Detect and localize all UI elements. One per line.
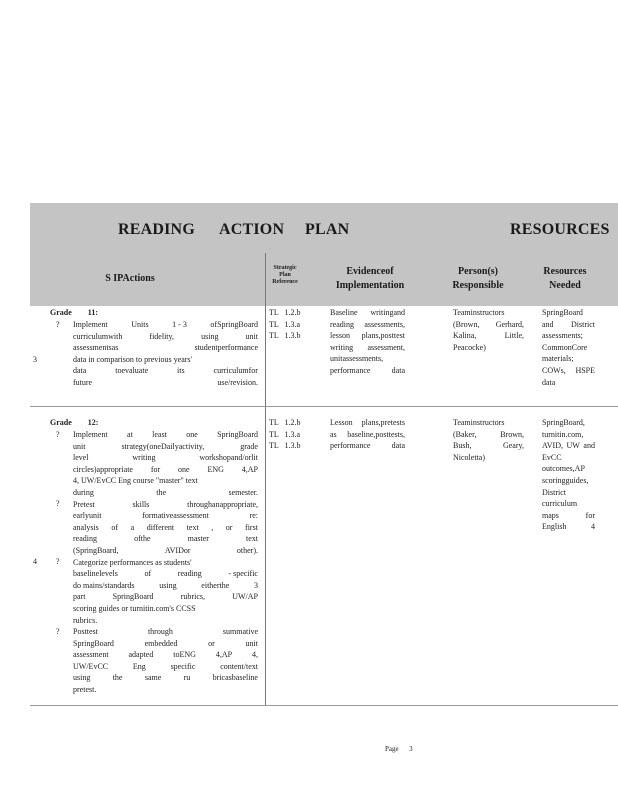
plan-reference: TL 1.3.a bbox=[269, 319, 301, 329]
text-line: assessments; bbox=[542, 331, 583, 341]
plan-reference: TL 1.3.b bbox=[269, 331, 301, 341]
text-line: COWs, HSPE bbox=[542, 365, 595, 375]
text-line: data toevaluate its curriculumfor bbox=[73, 366, 258, 376]
text-line: Kalina, Little, bbox=[453, 331, 524, 341]
text-line: Lesson plans,pretests bbox=[330, 418, 405, 427]
row-12-plan-refs bbox=[269, 417, 300, 452]
plan-reference: TL 1.2.b bbox=[269, 308, 301, 317]
title-resources: RESOURCES bbox=[510, 221, 610, 238]
col-header-sip-actions: S IPActions bbox=[105, 273, 155, 284]
text-line: (SpringBoard, AVIDor other). bbox=[73, 545, 258, 555]
grade-12-label: Grade 12: bbox=[50, 418, 99, 427]
text-line: Implement Units 1 - 3 ofSpringBoard bbox=[73, 320, 258, 329]
text-line: CommonCore bbox=[542, 342, 588, 352]
text-line: Teaminstructors bbox=[453, 308, 505, 317]
text-line: rubrics. bbox=[73, 615, 98, 625]
text-line: performance data bbox=[330, 441, 405, 451]
text-line: and District bbox=[542, 319, 595, 329]
text-line: maps for bbox=[542, 510, 595, 520]
col-header-strategic: Strategic Plan Reference bbox=[272, 265, 298, 285]
text-line: assessment adapted toENG 4,AP 4, bbox=[73, 650, 258, 660]
text-line: writing assessment, bbox=[330, 342, 405, 352]
text-line: scoringguides, bbox=[542, 475, 589, 485]
text-line: District bbox=[542, 487, 566, 497]
text-line: as baseline,posttests, bbox=[330, 429, 405, 439]
text-line: scoring guides or turnitin.com's CCSS bbox=[73, 603, 196, 613]
text-line: turnitin.com, bbox=[542, 429, 584, 439]
text-line: assessmentsas studentperformance bbox=[73, 343, 258, 353]
text-line: lesson plans,posttest bbox=[330, 331, 405, 341]
title-reading: READING bbox=[118, 221, 195, 238]
text-line: performance data bbox=[330, 365, 405, 375]
col-header-resources: Resources Needed bbox=[543, 266, 587, 291]
text-line: AVID, UW and bbox=[542, 441, 595, 451]
bullet-marker: ? bbox=[56, 430, 60, 439]
row-11-evidence bbox=[330, 307, 405, 377]
text-line: during the semester. bbox=[73, 487, 258, 497]
row-12-resources bbox=[542, 417, 595, 533]
row-11-plan-refs bbox=[269, 307, 300, 342]
text-line: reading assessments, bbox=[330, 319, 405, 329]
bullet-marker: ? bbox=[56, 320, 60, 329]
title-plan: PLAN bbox=[305, 221, 350, 238]
text-line: Teaminstructors bbox=[453, 418, 505, 427]
text-line: Categorize performances as students' bbox=[73, 557, 192, 567]
text-line: unitassessments, bbox=[330, 354, 384, 364]
column-divider bbox=[265, 253, 266, 706]
text-line: materials; bbox=[542, 354, 574, 364]
text-line: Bush, Geary, bbox=[453, 441, 524, 451]
row-12-actions bbox=[73, 429, 258, 696]
row-divider bbox=[30, 406, 618, 407]
text-line: 4, UW/EvCC Eng course "master" text bbox=[73, 476, 198, 486]
row-11-resources bbox=[542, 307, 595, 388]
text-line: pretest. bbox=[73, 685, 97, 695]
text-line: EvCC bbox=[542, 452, 562, 462]
text-line: Pretest skills throughanappropriate, bbox=[73, 499, 258, 509]
text-line: SpringBoard, bbox=[542, 418, 585, 427]
text-line: Implement at least one SpringBoard bbox=[73, 430, 258, 439]
text-line: data bbox=[542, 377, 556, 387]
row-12-evidence bbox=[330, 417, 405, 452]
row-number: 3 bbox=[33, 355, 37, 364]
bullet-marker: ? bbox=[56, 627, 60, 636]
grade-11-label: Grade 11: bbox=[50, 308, 99, 317]
plan-reference: TL 1.2.b bbox=[269, 418, 301, 427]
text-line: curriculum bbox=[542, 499, 578, 509]
text-line: analysis of a different text , or first bbox=[73, 522, 258, 532]
col-header-persons: Person(s) Responsible bbox=[452, 266, 504, 291]
text-line: reading ofthe master text bbox=[73, 534, 258, 544]
bullet-marker: ? bbox=[56, 499, 60, 508]
plan-reference: TL 1.3.a bbox=[269, 429, 301, 439]
text-line: (Brown, Gerhard, bbox=[453, 319, 524, 329]
bullet-marker: ? bbox=[56, 557, 60, 566]
text-line: Baseline writingand bbox=[330, 308, 405, 317]
text-line: outcomes,AP bbox=[542, 464, 585, 474]
page-footer: Page 3 bbox=[385, 745, 413, 753]
row-11-actions bbox=[73, 319, 258, 389]
row-12-persons bbox=[453, 417, 524, 463]
text-line: curriculumwith fidelity, using unit bbox=[73, 331, 258, 341]
plan-reference: TL 1.3.b bbox=[269, 441, 301, 451]
text-line: future use/revision. bbox=[73, 377, 258, 387]
col-header-evidence: Evidenceof Implementation bbox=[335, 266, 405, 291]
text-line: (Baker, Brown, bbox=[453, 429, 524, 439]
text-line: level writing workshopand/orlit bbox=[73, 453, 258, 463]
text-line: English 4 bbox=[542, 522, 595, 532]
text-line: UW/EvCC Eng specific content/text bbox=[73, 661, 258, 671]
row-number: 4 bbox=[33, 557, 37, 566]
text-line: do mains/standards using eitherthe 3 bbox=[73, 580, 258, 590]
text-line: SpringBoard bbox=[542, 308, 583, 317]
table-bottom-border bbox=[30, 705, 618, 706]
text-line: Posttest through summative bbox=[73, 627, 258, 637]
title-action: ACTION bbox=[219, 221, 285, 238]
text-line: SpringBoard embedded or unit bbox=[73, 638, 258, 648]
text-line: circles)appropriate for one ENG 4,AP bbox=[73, 464, 258, 474]
text-line: Nicoletta) bbox=[453, 452, 485, 462]
text-line: data in comparison to previous years' bbox=[73, 354, 192, 364]
text-line: baselinelevels of reading - specific bbox=[73, 569, 258, 579]
text-line: part SpringBoard rubrics, UW/AP bbox=[73, 592, 258, 602]
row-11-persons bbox=[453, 307, 524, 353]
text-line: earlyunit formativeassessment re: bbox=[73, 511, 258, 521]
text-line: using the same ru bricasbaseline bbox=[73, 673, 258, 683]
text-line: unit strategy(oneDailyactivity, grade bbox=[73, 441, 258, 451]
text-line: Peacocke) bbox=[453, 342, 486, 352]
